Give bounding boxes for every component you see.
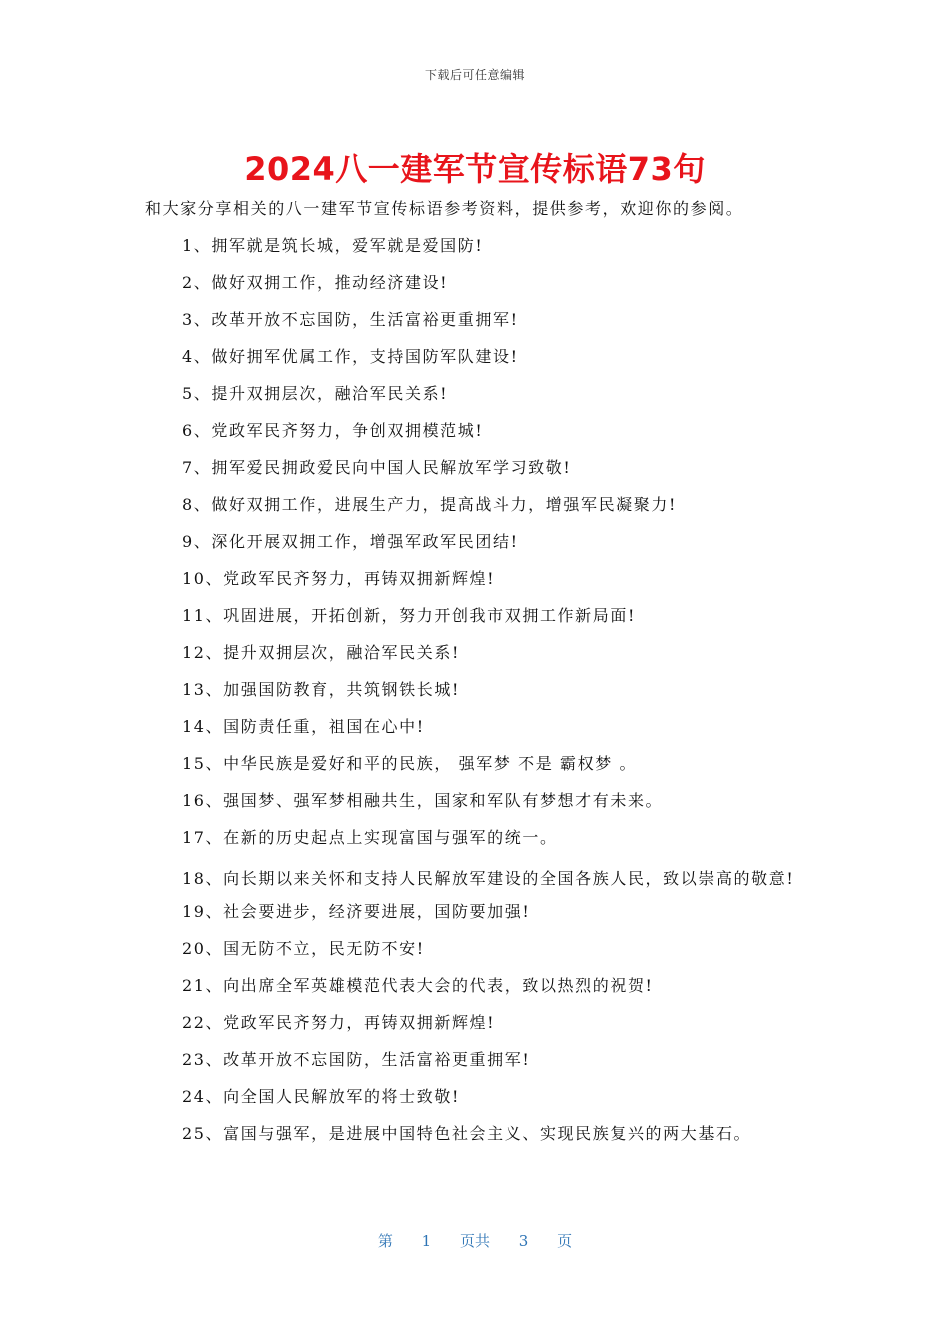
page-label-prefix: 第 xyxy=(377,1232,393,1250)
list-item: 4、做好拥军优属工作，支持国防军队建设! xyxy=(182,347,519,366)
list-item: 5、提升双拥层次，融洽军民关系! xyxy=(182,384,449,403)
list-item: 12、提升双拥层次，融洽军民关系! xyxy=(182,643,460,662)
list-item: 7、拥军爱民拥政爱民向中国人民解放军学习致敬! xyxy=(182,458,572,477)
intro-paragraph: 和大家分享相关的八一建军节宣传标语参考资料，提供参考，欢迎你的参阅。 xyxy=(145,199,744,218)
list-item: 24、向全国人民解放军的将士致敬! xyxy=(182,1087,460,1106)
list-item: 23、改革开放不忘国防，生活富裕更重拥军! xyxy=(182,1050,531,1069)
page-label-suffix: 页 xyxy=(557,1232,573,1250)
list-item: 18、向长期以来关怀和支持人民解放军建设的全国各族人民，致以崇高的敬意! xyxy=(182,869,795,888)
list-item: 8、做好双拥工作，进展生产力，提高战斗力，增强军民凝聚力! xyxy=(182,495,678,514)
slogan-list xyxy=(145,233,805,1147)
list-item: 21、向出席全军英雄模范代表大会的代表，致以热烈的祝贺! xyxy=(182,976,654,995)
list-item: 6、党政军民齐努力，争创双拥模范城! xyxy=(182,421,484,440)
page-label-mid: 页共 xyxy=(459,1232,490,1250)
list-item: 20、国无防不立，民无防不安! xyxy=(182,939,425,958)
page-footer xyxy=(0,1230,950,1251)
list-item: 25、富国与强军，是进展中国特色社会主义、实现民族复兴的两大基石。 xyxy=(182,1124,752,1143)
document-body xyxy=(145,196,805,1158)
document-title: 2024八一建军节宣传标语73句 xyxy=(244,150,706,188)
list-item: 9、深化开展双拥工作，增强军政军民团结! xyxy=(182,532,519,551)
header-note: 下载后可任意编辑 xyxy=(424,68,525,82)
list-item: 2、做好双拥工作，推动经济建设! xyxy=(182,273,449,292)
list-item: 15、中华民族是爱好和平的民族， 强军梦 不是 霸权梦 。 xyxy=(182,754,638,773)
list-item: 22、党政军民齐努力，再铸双拥新辉煌! xyxy=(182,1013,496,1032)
list-item: 13、加强国防教育，共筑钢铁长城! xyxy=(182,680,460,699)
list-item: 19、社会要进步，经济要进展，国防要加强! xyxy=(182,902,531,921)
list-item: 14、国防责任重，祖国在心中! xyxy=(182,717,425,736)
list-item: 11、巩固进展，开拓创新，努力开创我市双拥工作新局面! xyxy=(182,606,636,625)
total-pages: 3 xyxy=(518,1232,529,1250)
list-item: 1、拥军就是筑长城，爱军就是爱国防! xyxy=(182,236,484,255)
list-item: 17、在新的历史起点上实现富国与强军的统一。 xyxy=(182,828,558,847)
list-item: 16、强国梦、强军梦相融共生，国家和军队有梦想才有未来。 xyxy=(182,791,664,810)
list-item: 10、党政军民齐努力，再铸双拥新辉煌! xyxy=(182,569,496,588)
list-item: 3、改革开放不忘国防，生活富裕更重拥军! xyxy=(182,310,519,329)
page-number: 1 xyxy=(421,1232,432,1250)
